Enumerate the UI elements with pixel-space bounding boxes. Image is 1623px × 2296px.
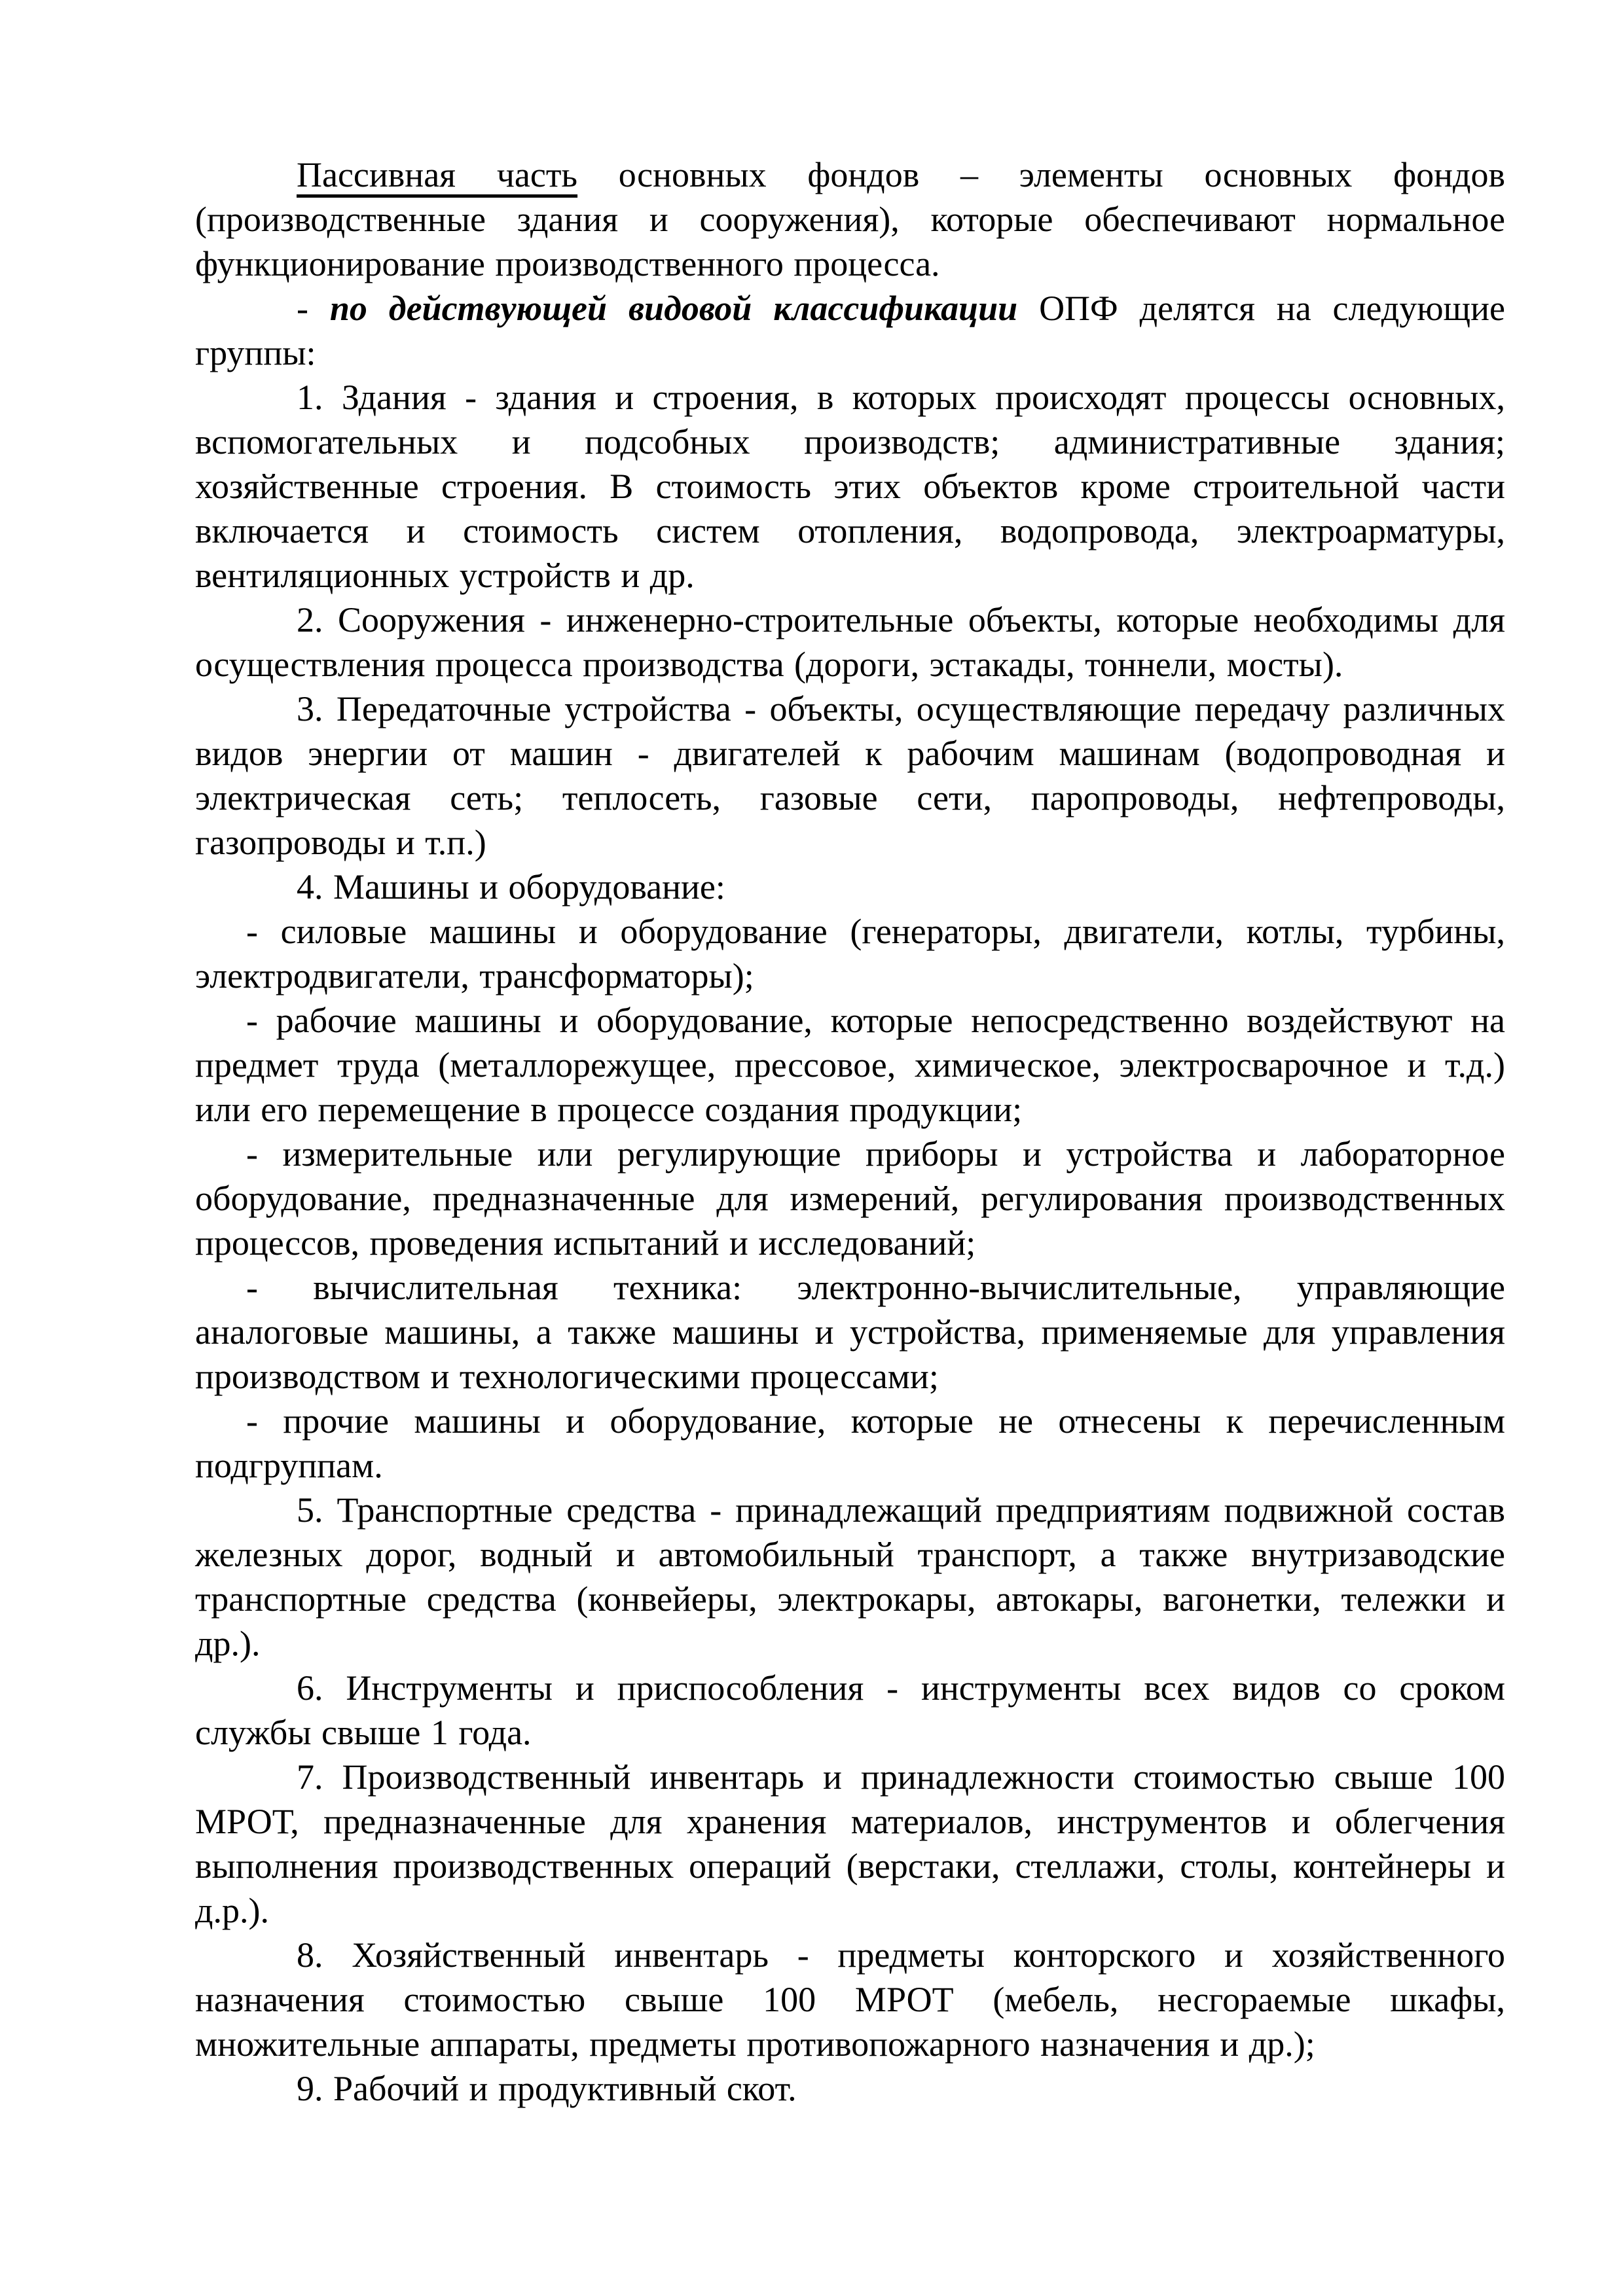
paragraph-12: [195, 1488, 1505, 1666]
paragraph-9: [195, 1132, 1505, 1265]
paragraph-13: [195, 1666, 1505, 1755]
paragraph-11: [195, 1399, 1505, 1488]
text-run: 7. Производственный инвентарь и принадлежности стоимостью свыше 100 МРОТ, предназначенные для хранения материалов, инструментов и облегчения выполнения производственных операций (верстаки, стеллажи, столы, контейнеры и д.р.).: [195, 1757, 1505, 1930]
paragraph-14: [195, 1755, 1505, 1933]
text-run: ОПФ делятся на следующие группы:: [195, 289, 1505, 372]
text-run: 1. Здания - здания и строения, в которых происходят процессы основных, вспомогательных и подсобных производств; административные здания; хозяйственные строения. В стоимость этих объектов кроме строительной части включается и стоимость систем отопления, водопровода, электроарматуры, вентиляционных устройств и др.: [195, 378, 1505, 595]
underlined-term: Пассивная часть: [297, 155, 578, 194]
document-body: [195, 152, 1505, 2111]
text-run: 3. Передаточные устройства - объекты, осуществляющие передачу различных видов энергии от машин - двигателей к рабочим машинам (водопроводная и электрическая сеть; теплосеть, газовые сети, паропроводы, нефтепроводы, газопроводы и т.п.): [195, 689, 1505, 862]
text-run: 8. Хозяйственный инвентарь - предметы конторского и хозяйственного назначения стоимостью свыше 100 МРОТ (мебель, несгораемые шкафы, множительные аппараты, предметы противопожарного назначения и др.);: [195, 1935, 1505, 2064]
paragraph-6: [195, 865, 1505, 909]
paragraph-4: [195, 598, 1505, 687]
text-run: -: [297, 289, 330, 328]
paragraph-2: [195, 286, 1505, 375]
paragraph-1: [195, 152, 1505, 286]
text-run: - прочие машины и оборудование, которые не отнесены к перечисленным подгруппам.: [195, 1401, 1505, 1485]
emphasis-phrase: по действующей видовой классификации: [329, 289, 1018, 328]
paragraph-16: [195, 2066, 1505, 2111]
text-run: - вычислительная техника: электронно-вычислительные, управляющие аналоговые машины, а также машины и устройства, применяемые для управления производством и технологическими процессами;: [195, 1268, 1505, 1396]
paragraph-5: [195, 687, 1505, 865]
text-run: - силовые машины и оборудование (генераторы, двигатели, котлы, турбины, электродвигатели, трансформаторы);: [195, 912, 1505, 996]
paragraph-8: [195, 998, 1505, 1132]
text-run: 2. Сооружения - инженерно-строительные объекты, которые необходимы для осуществления процесса производства (дороги, эстакады, тоннели, мосты).: [195, 600, 1505, 684]
text-run: основных фондов – элементы основных фондов (производственные здания и сооружения), которые обеспечивают нормальное функционирование производственного процесса.: [195, 155, 1505, 283]
text-run: - рабочие машины и оборудование, которые непосредственно воздействуют на предмет труда (металлорежущее, прессовое, химическое, электросварочное и т.д.) или его перемещение в процессе создания продукции;: [195, 1001, 1505, 1129]
text-run: 4. Машины и оборудование:: [297, 867, 725, 906]
paragraph-10: [195, 1265, 1505, 1399]
text-run: 9. Рабочий и продуктивный скот.: [297, 2069, 797, 2108]
paragraph-7: [195, 909, 1505, 998]
text-run: 6. Инструменты и приспособления - инструменты всех видов со сроком службы свыше 1 года.: [195, 1668, 1505, 1752]
text-run: - измерительные или регулирующие приборы и устройства и лабораторное оборудование, предназначенные для измерений, регулирования производственных процессов, проведения испытаний и исследований;: [195, 1134, 1505, 1263]
paragraph-15: [195, 1933, 1505, 2066]
paragraph-3: [195, 375, 1505, 598]
text-run: 5. Транспортные средства - принадлежащий предприятиям подвижной состав железных дорог, водный и автомобильный транспорт, а также внутризаводские транспортные средства (конвейеры, электрокары, автокары, вагонетки, тележки и др.).: [195, 1490, 1505, 1663]
